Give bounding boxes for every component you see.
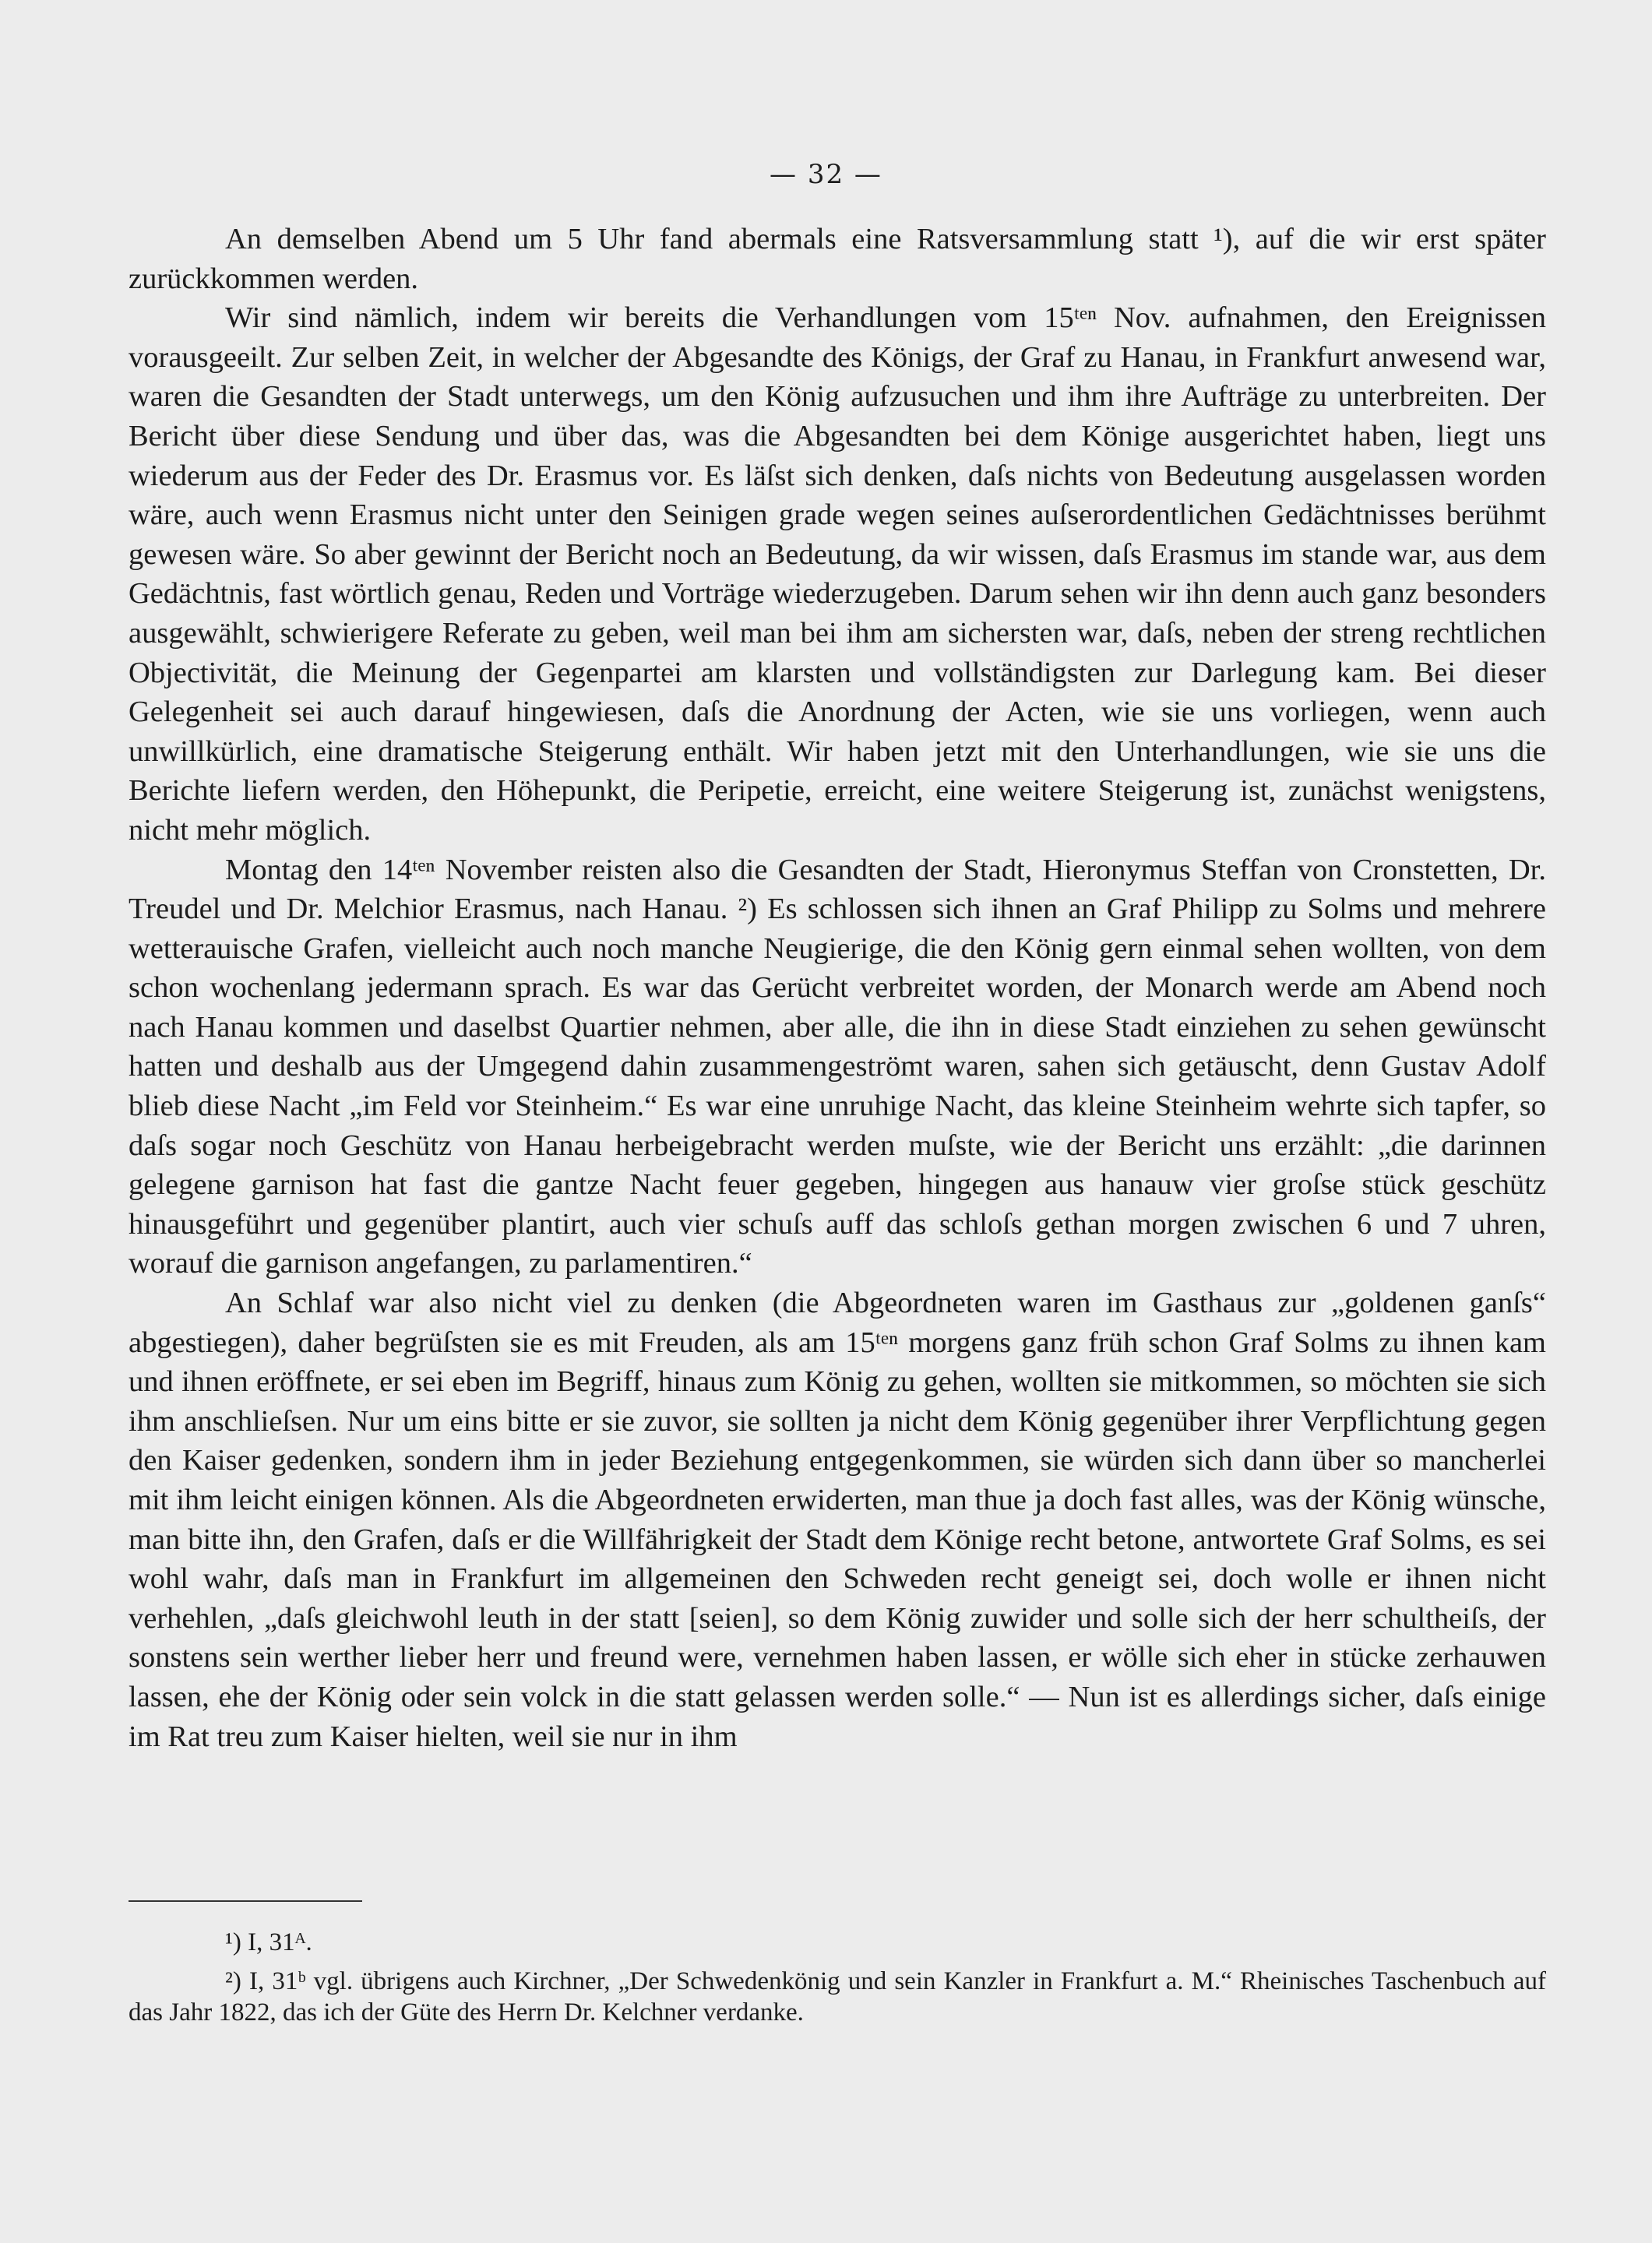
paragraph-1: An demselben Abend um 5 Uhr fand abermals eine Ratsversammlung statt ¹), auf die wir erst später zurückkommen werden. — [129, 223, 1546, 295]
body-text — [129, 220, 1546, 1756]
paragraph-2: Wir sind nämlich, indem wir bereits die Verhandlungen vom 15ᵗᵉⁿ Nov. aufnahmen, den Ereignissen vorausgeeilt. Zur selben Zeit, in welcher der Abgesandte des Königs, der Graf zu Hanau, in Frankfurt anwesend war, waren die Gesandten der Stadt unterwegs, um den König aufzusuchen und ihm ihre Aufträge zu unterbreiten. Der Bericht über diese Sendung und über das, was die Abgesandten bei dem Könige ausgerichtet haben, liegt uns wiederum aus der Feder des Dr. Erasmus vor. Es läſst sich denken, daſs nichts von Bedeutung ausgelassen worden wäre, auch wenn Erasmus nicht unter den Seinigen grade wegen seines auſserordentlichen Gedächtnisses berühmt gewesen wäre. So aber gewinnt der Bericht noch an Bedeutung, da wir wissen, daſs Erasmus im stande war, aus dem Gedächtnis, fast wörtlich genau, Reden und Vorträge wiederzugeben. Darum sehen wir ihn denn auch ganz besonders ausgewählt, schwierigere Referate zu geben, weil man bei ihm am sichersten war, daſs, neben der streng rechtlichen Objectivität, die Meinung der Gegenpartei am klarsten und vollständigsten zur Darlegung kam. Bei dieser Gelegenheit sei auch darauf hingewiesen, daſs die Anordnung der Acten, wie sie uns vorliegen, wenn auch unwillkürlich, eine dramatische Steigerung enthält. Wir haben jetzt mit den Unterhandlungen, wie sie uns die Berichte liefern werden, den Höhepunkt, die Peripetie, erreicht, eine weitere Steigerung ist, zunächst wenigstens, nicht mehr möglich. — [129, 301, 1546, 847]
footnote-divider — [129, 1900, 362, 1902]
page-number: — 32 — — [770, 159, 882, 190]
footnote-2: ²) I, 31ᵇ vgl. übrigens auch Kirchner, „Der Schwedenkönig und sein Kanzler in Frankfurt a. M.“ Rheinisches Taschenbuch auf das Jahr 1822, das ich der Güte des Herrn Dr. Kelchner verdanke. — [129, 1967, 1546, 2026]
paragraph-4: An Schlaf war also nicht viel zu denken (die Abgeordneten waren im Gasthaus zur „goldenen ganſs“ abgestiegen), daher begrüſsten sie es mit Freuden, als am 15ᵗᵉⁿ morgens ganz früh schon Graf Solms zu ihnen kam und ihnen eröffnete, er sei eben im Begriff, hinaus zum König zu gehen, wollten sie mitkommen, so möchten sie sich ihm anschlieſsen. Nur um eins bitte er sie zuvor, sie sollten ja nicht dem König gegenüber ihrer Verpflichtung gegen den Kaiser gedenken, sondern ihm in jeder Beziehung entgegenkommen, sie würden sich dann über so mancherlei mit ihm leicht einigen können. Als die Abgeordneten erwiderten, man thue ja doch fast alles, was der König wünsche, man bitte ihn, den Grafen, daſs er die Willfährigkeit der Stadt dem Könige recht betone, antwortete Graf Solms, es sei wohl wahr, daſs man in Frankfurt im allgemeinen den Schweden recht geneigt sei, doch wolle er ihnen nicht verhehlen, „daſs gleichwohl leuth in der statt [seien], so dem König zuwider und solle sich der herr schultheiſs, der sonstens sein werther lieber herr und freund were, vernehmen haben lassen, er wölle sich eher in stücke zerhauwen lassen, ehe der König oder sein volck in die statt gelassen werden solle.“ — Nun ist es allerdings sicher, daſs einige im Rat treu zum Kaiser hielten, weil sie nur in ihm — [129, 1287, 1546, 1753]
footnotes — [129, 1927, 1546, 2036]
paragraph-3: Montag den 14ᵗᵉⁿ November reisten also die Gesandten der Stadt, Hieronymus Steffan von Cronstetten, Dr. Treudel und Dr. Melchior Erasmus, nach Hanau. ²) Es schlossen sich ihnen an Graf Philipp zu Solms und mehrere wetterauische Grafen, vielleicht auch noch manche Neugierige, die den König gern einmal sehen wollten, von dem schon wochenlang jedermann sprach. Es war das Gerücht verbreitet worden, der Monarch werde am Abend noch nach Hanau kommen und daselbst Quartier nehmen, aber alle, die ihn in diese Stadt einziehen zu sehen gewünscht hatten und deshalb aus der Umgegend dahin zusammengeströmt waren, sahen sich getäuscht, denn Gustav Adolf blieb diese Nacht „im Feld vor Steinheim.“ Es war eine unruhige Nacht, das kleine Steinheim wehrte sich tapfer, so daſs sogar noch Geschütz von Hanau herbeigebracht werden muſste, wie der Bericht uns erzählt: „die darinnen gelegene garnison hat fast die gantze Nacht feuer gegeben, hingegen aus hanauw vier groſse stück geschütz hinausgeführt und gegenüber plantirt, auch vier schuſs auff das schloſs gethan morgen zwischen 6 und 7 uhren, worauf die garnison angefangen, zu parlamentiren.“ — [129, 853, 1546, 1280]
footnote-1: ¹) I, 31ᴬ. — [225, 1928, 312, 1956]
